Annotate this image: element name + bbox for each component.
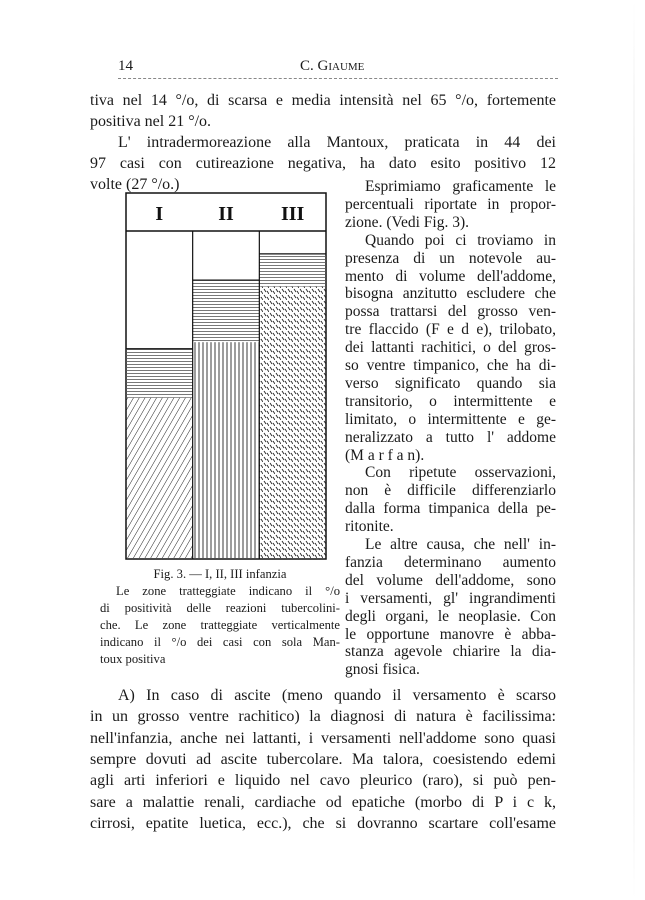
body-line: 97 casi con cutireazione negativa, ha dato esito positivo 12 [90, 155, 556, 172]
right-column-line: ritonite. [345, 518, 394, 536]
body-line: nell'infanzia, anche nei lattanti, i versamenti nell'addome sono quasi [90, 729, 556, 747]
right-column-line: percentuali riportate in propor- [345, 195, 556, 213]
right-column-line: mento di volume dell'addome, [345, 267, 556, 285]
right-column-line: gnosi fisica. [345, 661, 420, 679]
body-line: in un grosso ventre rachitico) la diagnosi di natura è facilissima: [90, 708, 556, 726]
right-column-line: i versamenti, gl' ingrandimenti [345, 589, 556, 607]
figure-3-chart [125, 192, 327, 560]
right-column-line: Le altre causa, che nell' in- [365, 536, 556, 553]
right-column-line: presenza di un notevole au- [345, 249, 556, 267]
right-column-line: dei lattanti rachitici, o del gros- [345, 339, 556, 357]
right-column-line: Con ripetute osservazioni, [365, 464, 556, 482]
right-column-line: tre flaccido (F e d e), trilobato, [345, 321, 556, 339]
right-column-line: fanzia determinano aumento [345, 553, 556, 571]
body-line: positiva nel 21 °/o. [90, 113, 212, 130]
dashed-hatch-segment [259, 287, 326, 558]
right-column-line: dalla forma timpanica della pe- [345, 500, 556, 518]
right-column-line: zione. (Vedi Fig. 3). [345, 213, 469, 231]
right-column-line: limitato, o intermittente e ge- [345, 410, 556, 428]
right-column-line: transitorio, o intermittente e [345, 392, 556, 410]
right-column-line: bisogna anzitutto escludere che [345, 285, 556, 303]
caption-line: toux positiva [100, 652, 166, 666]
body-line: tiva nel 14 °/o, di scarsa e media intensità nel 65 °/o, fortemente [90, 92, 556, 109]
right-column-line: degli organi, le neoplasie. Con [345, 607, 556, 625]
right-column-line: possa trattarsi del grosso ven- [345, 303, 556, 321]
column-label: I [155, 203, 164, 225]
horizontal-hatch-segment [126, 349, 193, 398]
caption-line: che. Le zone tratteggiate verticalmente [100, 618, 340, 632]
right-column-line: stanza agevole chiarire la dia- [345, 643, 556, 661]
body-line: agli arti inferiori e liquido nel cavo pleurico (raro), si può pen- [90, 772, 556, 790]
body-line: L' intradermoreazione alla Mantoux, praticata in 44 dei [118, 134, 556, 151]
caption-line: di positività delle reazioni tubercolini- [100, 601, 340, 615]
right-column-line: le opportune manovre è abba- [345, 625, 556, 643]
header-rule [118, 78, 558, 79]
vertical-hatch-segment [193, 342, 260, 558]
right-column-line: del volume dell'addome, sono [345, 571, 556, 589]
figure-caption [100, 566, 340, 668]
caption-title: Fig. 3. — I, II, III infanzia [153, 567, 287, 581]
horizontal-hatch-segment [193, 280, 260, 342]
right-column-line: Quando poi ci troviamo in [365, 231, 556, 249]
caption-line: indicano il °/o dei casi con sola Man- [100, 635, 340, 649]
body-line: cirrosi, epatite luetica, ecc.), che si dovranno scartare coll'esame [90, 814, 556, 832]
caption-line: Le zone tratteggiate indicano il °/o [116, 584, 340, 598]
right-column-line: (M a r f a n). [345, 446, 425, 464]
column-label: III [280, 203, 305, 225]
horizontal-hatch-segment [259, 254, 326, 287]
body-line: A) In caso di ascite (meno quando il versamento è scarso [118, 687, 556, 704]
body-line: volte (27 °/o.) [90, 176, 180, 193]
right-column-line: so ventre timpanico, che ha di- [345, 357, 556, 374]
page-number: 14 [118, 58, 133, 74]
page-edge [633, 0, 635, 900]
column-label: II [218, 203, 234, 225]
running-title: C. Giaume [300, 58, 365, 74]
body-line: sare a malattie renali, cardiache od epatiche (morbo di P i c k, [90, 793, 556, 811]
body-line: sempre dovuti ad ascite tubercolare. Ma talora, coesistendo edemi [90, 750, 556, 768]
right-column-line: neralizzato a tutto l' addome [345, 428, 556, 446]
right-column-line: Esprimiamo graficamente le [365, 178, 556, 195]
right-column-line: verso significato quando sia [345, 374, 556, 392]
right-column-line: non è difficile differenziarlo [345, 482, 556, 500]
diagonal-hatch-segment [126, 398, 193, 558]
